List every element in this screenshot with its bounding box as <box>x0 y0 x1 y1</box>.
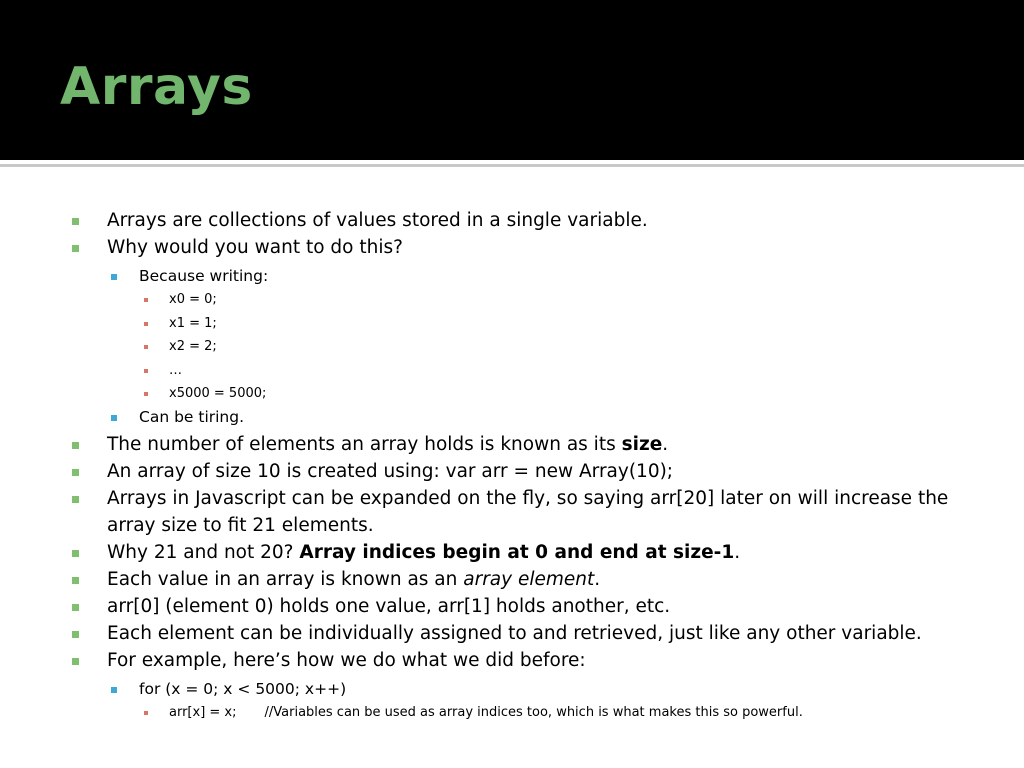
sub-list-item <box>0 678 1024 701</box>
sub-sub-list-item <box>0 288 1024 312</box>
list-item <box>0 539 1024 566</box>
italic-term: array element <box>463 568 595 590</box>
square-bullet-icon <box>72 604 79 611</box>
list-item-text: Arrays in Javascript can be expanded on the fly, so saying arr[20] later on will increase the array size to fit 21 elements. <box>107 487 949 536</box>
comment-text: //Variables can be used as array indices too, which is what makes this so powerful. <box>264 704 803 720</box>
list-item-text: . <box>594 568 601 590</box>
list-item-text: Because writing: <box>139 267 269 285</box>
square-bullet-icon <box>72 658 79 665</box>
list-item-text: Each value in an array is known as an <box>107 568 464 590</box>
list-item-text: x1 = 1; <box>169 315 217 331</box>
list-item-text: . <box>734 541 741 563</box>
square-bullet-icon <box>144 392 148 396</box>
square-bullet-icon <box>72 550 79 557</box>
square-bullet-icon <box>111 274 117 280</box>
sub-sub-list-item <box>0 359 1024 383</box>
square-bullet-icon <box>144 322 148 326</box>
square-bullet-icon <box>72 218 79 225</box>
square-bullet-icon <box>72 442 79 449</box>
list-item-text: Why 21 and not 20? <box>107 541 300 563</box>
sub-sub-list-item <box>0 335 1024 359</box>
sub-sub-list-item <box>0 701 1024 725</box>
square-bullet-icon <box>111 415 117 421</box>
list-item-text: Can be tiring. <box>139 407 245 426</box>
sub-sub-list-item <box>0 312 1024 336</box>
list-item <box>0 431 1024 458</box>
square-bullet-icon <box>111 687 117 693</box>
bullet-list <box>0 207 1024 724</box>
list-item <box>0 566 1024 593</box>
list-item <box>0 593 1024 620</box>
square-bullet-icon <box>72 577 79 584</box>
list-item <box>0 234 1024 261</box>
square-bullet-icon <box>144 345 148 349</box>
list-item-text: x2 = 2; <box>169 339 217 354</box>
list-item <box>0 207 1024 234</box>
list-item-text: for (x = 0; x < 5000; x++) <box>139 679 347 698</box>
square-bullet-icon <box>72 245 79 252</box>
list-item <box>0 458 1024 485</box>
square-bullet-icon <box>72 631 79 638</box>
sub-list-item <box>0 265 1024 288</box>
list-item-text: Arrays are collections of values stored in a single variable. <box>107 210 648 231</box>
list-item-text: For example, here’s how we do what we did before: <box>107 649 586 671</box>
title-divider-shadow <box>0 164 1024 167</box>
list-item-text: The number of elements an array holds is known as its <box>107 433 622 455</box>
list-item-text: x5000 = 5000; <box>169 386 267 401</box>
list-item-text: Why would you want to do this? <box>107 237 403 258</box>
sub-list-item <box>0 406 1024 429</box>
list-item-text: . <box>662 433 669 455</box>
list-item <box>0 485 1024 539</box>
list-item-text: Each element can be individually assigned to and retrieved, just like any other variable. <box>107 622 922 644</box>
square-bullet-icon <box>72 496 79 503</box>
emphasis-text: Array indices begin at 0 and end at size-1 <box>299 541 735 563</box>
emphasis-text: size <box>621 433 663 455</box>
list-item <box>0 620 1024 647</box>
list-item-text: x0 = 0; <box>169 292 217 307</box>
square-bullet-icon <box>72 469 79 476</box>
list-item-text: arr[0] (element 0) holds one value, arr[1] holds another, etc. <box>107 595 671 617</box>
list-item-text: … <box>169 362 182 378</box>
slide-title: Arrays <box>60 57 253 117</box>
square-bullet-icon <box>144 298 148 302</box>
square-bullet-icon <box>144 711 148 715</box>
list-item-text: An array of size 10 is created using: var arr = new Array(10); <box>107 460 674 482</box>
title-bar <box>0 0 1024 160</box>
sub-sub-list-item <box>0 382 1024 406</box>
list-item <box>0 647 1024 674</box>
square-bullet-icon <box>144 369 148 373</box>
code-text: arr[x] = x; <box>169 704 237 720</box>
